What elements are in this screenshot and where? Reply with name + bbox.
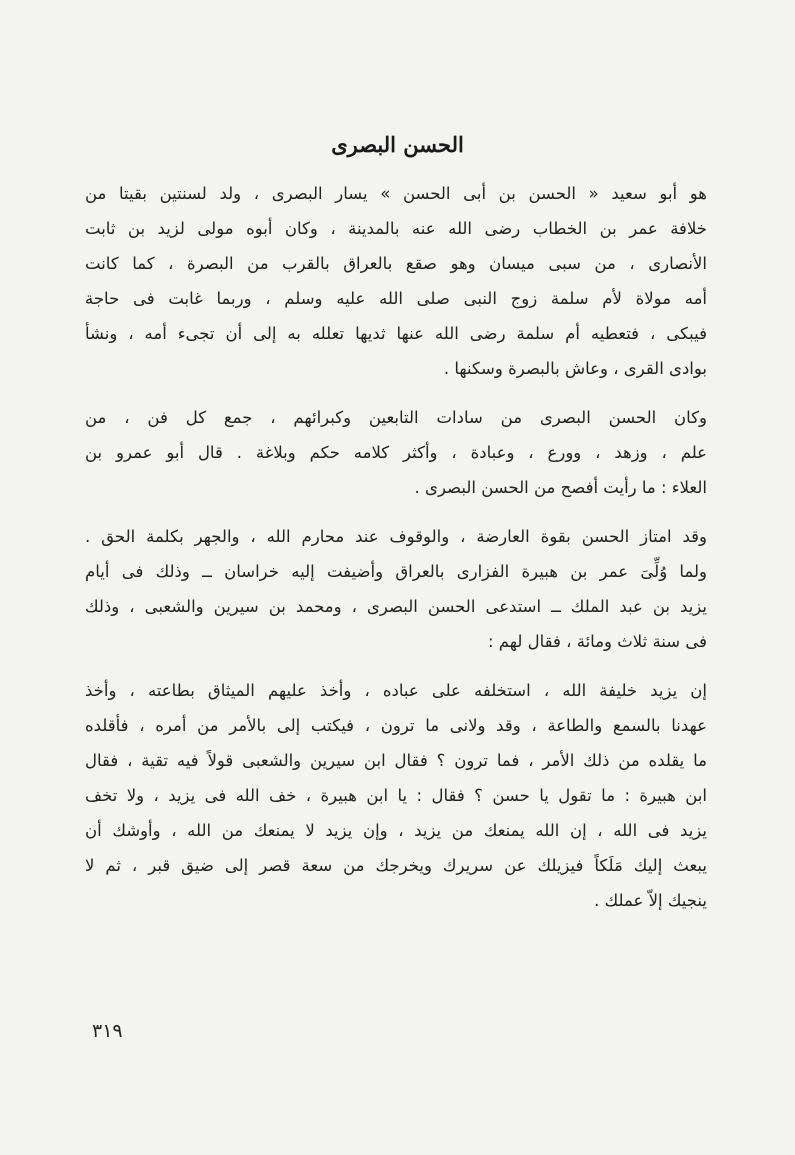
paragraph: [85, 400, 707, 505]
text-line: ينجيك إلاّ عملك .: [594, 891, 707, 910]
text-line: العلاء : ما رأيت أفصح من الحسن البصرى .: [414, 478, 707, 497]
page-title: الحسن البصرى: [331, 132, 464, 157]
paragraph-gap: [85, 659, 707, 673]
paragraph: [85, 176, 707, 386]
text-line: يبعث إليك مَلَكاً فيزيلك عن سريرك ويخرجك من سعة قصر إلى ضيق قبر ، ثم لا: [85, 856, 707, 875]
text-line: خلافة عمر بن الخطاب رضى الله عنه بالمدينة ، وكان أبوه مولى لزيد بن ثابت: [85, 219, 707, 238]
text-line: ولما وُلِّىَ عمر بن هبيرة الفزارى بالعراق وأضيفت إليه خراسان ــ وذلك فى أيام: [85, 562, 707, 581]
paragraph: [85, 519, 707, 659]
text-line: فيبكى ، فتعطيه أم سلمة رضى الله عنها ثديها تعلله به إلى أن تجىء أمه ، ونشأ: [85, 324, 707, 343]
paragraph: [85, 673, 707, 918]
page-number: ٣١٩: [92, 1020, 123, 1042]
text-line: الأنصارى ، من سبى ميسان وهو صقع بالعراق بالقرب من البصرة ، كما كانت: [85, 254, 707, 273]
text-line: ابن هبيرة : ما تقول يا حسن ؟ فقال : يا ابن هبيرة ، خف الله فى يزيد ، ولا تخف: [85, 786, 707, 805]
text-line: يزيد فى الله ، إن الله يمنعك من يزيد ، وإن يزيد لا يمنعك من الله ، وأوشك أن: [85, 821, 707, 840]
text-line: فى سنة ثلاث ومائة ، فقال لهم :: [488, 632, 707, 651]
paragraph-gap: [85, 505, 707, 519]
body-text: [85, 176, 707, 918]
text-line: هو أبو سعيد « الحسن بن أبى الحسن » يسار البصرى ، ولد لسنتين بقيتا من: [85, 184, 707, 203]
text-line: بوادى القرى ، وعاش بالبصرة وسكنها .: [443, 359, 707, 378]
text-line: عهدنا بالسمع والطاعة ، وقد ولانى ما ترون ، فيكتب إلى بالأمر من أمره ، فأقلده: [85, 716, 707, 735]
text-line: يزيد بن عبد الملك ــ استدعى الحسن البصرى ، ومحمد بن سيرين والشعبى ، وذلك: [85, 597, 707, 616]
text-line: ما يقلده من ذلك الأمر ، فما ترون ؟ فقال ابن سيرين والشعبى قولاً فيه تقية ، فقال: [85, 751, 707, 770]
text-line: وكان الحسن البصرى من سادات التابعين وكبرائهم ، جمع كل فن ، من: [85, 408, 707, 427]
text-line: علم ، وزهد ، وورع ، وعبادة ، وأكثر كلامه حكم وبلاغة . قال أبو عمرو بن: [85, 443, 707, 462]
paragraph-gap: [85, 386, 707, 400]
text-line: وقد امتاز الحسن بقوة العارضة ، والوقوف عند محارم الله ، والجهر بكلمة الحق .: [85, 527, 707, 546]
text-line: أمه مولاة لأم سلمة زوج النبى صلى الله عليه وسلم ، وربما غابت فى حاجة: [85, 289, 707, 308]
text-line: إن يزيد خليفة الله ، استخلفه على عباده ، وأخذ عليهم الميثاق بطاعته ، وأخذ: [85, 681, 707, 700]
